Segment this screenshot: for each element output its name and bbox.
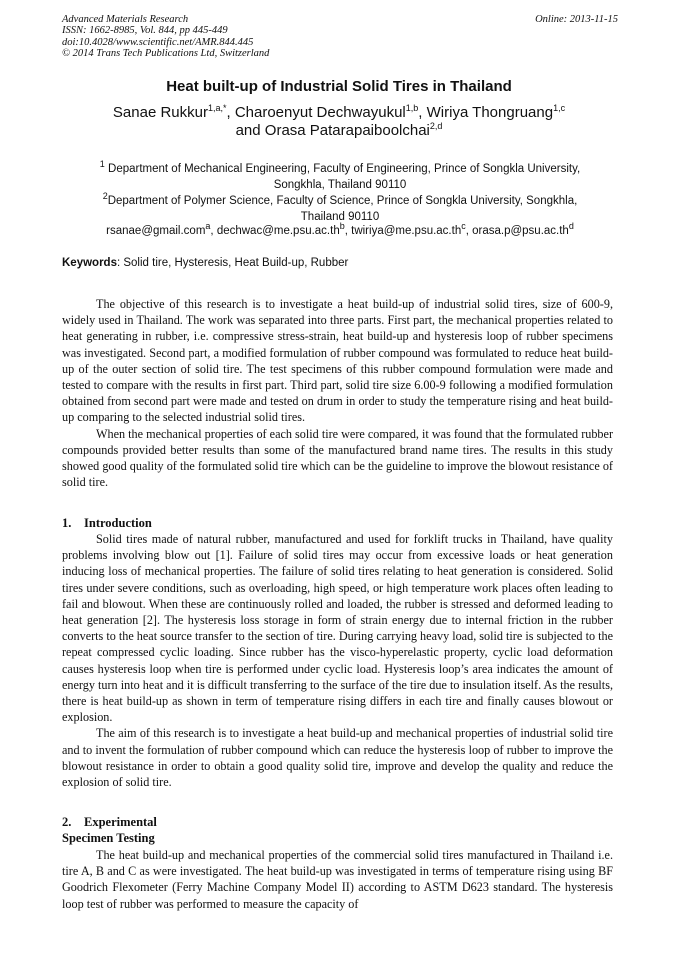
- body-paragraph: The aim of this research is to investigate a heat build-up and mechanical properties of industrial solid tire and to invent the formulation of rubber compound which can reduce the hysteresis loop of rubber to improve the blowout resistance in order to obtain a good quality solid tire, improve and develop the quality and reduce the explosion of solid tire.: [62, 726, 613, 790]
- affiliation-1: $^1$ Department of Mechanical Engineering, Faculty of Engineering, Prince of Songkla University, Songkhla, Thailand 90110: [99, 159, 581, 191]
- author-name: Sanae Rukkur: [112, 104, 208, 121]
- section-heading-experimental: 2. Experimental: [62, 815, 157, 829]
- journal-name: Advanced Materials Research: [62, 14, 189, 25]
- author-affiliation-mark: 2,d: [429, 121, 443, 131]
- copyright-line: © 2014 Trans Tech Publications Ltd, Switzerland: [62, 48, 270, 60]
- body-paragraph: The heat build-up and mechanical properties of the commercial solid tires manufactured in Thailand i.e. tire A, B and C as were investigated. The heat build-up was investigated in terms of temperature rising using BF Goodrich Flexometer (Ferry Machine Company Model II) according to ASTM D623 standard. The hysteresis loop test of rubber was performed to measure the capacity of: [62, 848, 613, 911]
- affiliation-2: $^2$Department of Polymer Science, Faculty of Science, Prince of Songkla University, Songkhla, Thailand 90110: [102, 191, 578, 223]
- paper-title: Heat built-up of Industrial Solid Tires in Thailand: [166, 78, 512, 95]
- email-link[interactable]: twiriya@me.psu.ac.th: [351, 225, 462, 237]
- introduction-body: [62, 531, 613, 790]
- abstract-paragraph: The objective of this research is to investigate a heat build-up of industrial solid tires, size of 600-9, widely used in Thailand. The work was separated into three parts. First part, the mechanical properties related to heat generating in rubber, i.e. compressive stress-strain, heat build-up and hysteresis loop of rubber specimens was investigated. Second part, a modified formulation of rubber compound was formulated to reduce heat build-up of the outer section of solid tire. The test specimens of this rubber compound formulation were made and tested to compare with the results in first part. Third part, solid tire size 6.00-9 following a modified formulation obtained from second part were made and tested on drum in order to study the temperature rising and heat build-up comparing to the selected industrial solid tires.: [62, 297, 613, 425]
- author-affiliation-mark: 1,a,*: [207, 103, 227, 113]
- author-name: Orasa Patarapaiboolchai: [264, 122, 430, 139]
- keywords-text: : Solid tire, Hysteresis, Heat Build-up, Rubber: [116, 257, 349, 269]
- email-link[interactable]: dechwac@me.psu.ac.th: [216, 225, 340, 237]
- keywords-label: Keywords: [62, 257, 117, 269]
- author-list: Sanae Rukkur$^{1,a,*}$, Charoenyut Dechwayukul$^{1,b}$, Wiriya Thongruang$^{1,c}$ and Orasa Patarapaiboolchai$^{2,d}$: [112, 103, 566, 139]
- body-paragraph: Solid tires made of natural rubber, manufactured and used for forklift trucks in Thailand, have quality problems involving blow out [1]. Failure of solid tires may occur from excessive loads or heat generation inducing loss of mechanical properties. The failure of solid tires relating to heat generation is considered. Solid tires under severe conditions, such as overloading, high speed, or high temperature work places often leading to fail and blowout. When these are continuously rolled and loaded, the rubber is stressed and deformed leading to heat generation [2]. The hysteresis loss storage in form of strain energy due to internal friction in the rubber converts to the heat source transfer to the section of tire. During carrying heavy load, solid tire is subjected to the repeat compressed cyclic loading. Since rubber has the visco-hyperelastic property, cyclic load deformation causes hysteresis loop when tire is performed under cyclic load. Hysteresis loop’s area indicates the amount of energy turn into heat and it is difficult transferring to the surface of the tire due to insulation itself. As the results, there is heat build-up as shown in term of temperature rising differs in each tire and finally causes blowout or explosion.: [62, 532, 613, 725]
- author-name: Charoenyut Dechwayukul: [234, 104, 406, 121]
- abstract-paragraph: When the mechanical properties of each solid tire were compared, it was found that the formulated rubber compounds provided better results than some of the manufactured brand name tires. The results in this study showed good quality of the formulated solid tire which can be the guideline to improve the blowout resistance of solid tire.: [62, 426, 613, 490]
- abstract: [62, 296, 613, 490]
- online-date: Online: 2013-11-15: [535, 14, 618, 25]
- email-list: rsanae@gmail.com$^a$, $dechwac@me.psu.ac.th^b$, $twiriya@me.psu.ac.th^c$, $orasa.p@psu.ac.th^d$: [106, 221, 574, 237]
- subsection-heading: Specimen Testing: [62, 831, 155, 845]
- issn-line: ISSN: 1662-8985, Vol. 844, pp 445-449: [62, 25, 228, 37]
- email-link[interactable]: orasa.p@psu.ac.th: [472, 225, 569, 237]
- email-link[interactable]: rsanae@gmail.com: [106, 225, 206, 237]
- author-affiliation-mark: 1,c: [553, 103, 566, 113]
- doi-line: doi:10.4028/www.scientific.net/AMR.844.445: [62, 36, 254, 48]
- section-heading-introduction: 1. Introduction: [62, 516, 152, 530]
- author-affiliation-mark: 1,b: [405, 103, 419, 113]
- keywords-line: [62, 257, 618, 269]
- author-name: Wiriya Thongruang: [426, 104, 554, 121]
- experimental-body: [62, 847, 613, 912]
- journal-header: [62, 14, 618, 60]
